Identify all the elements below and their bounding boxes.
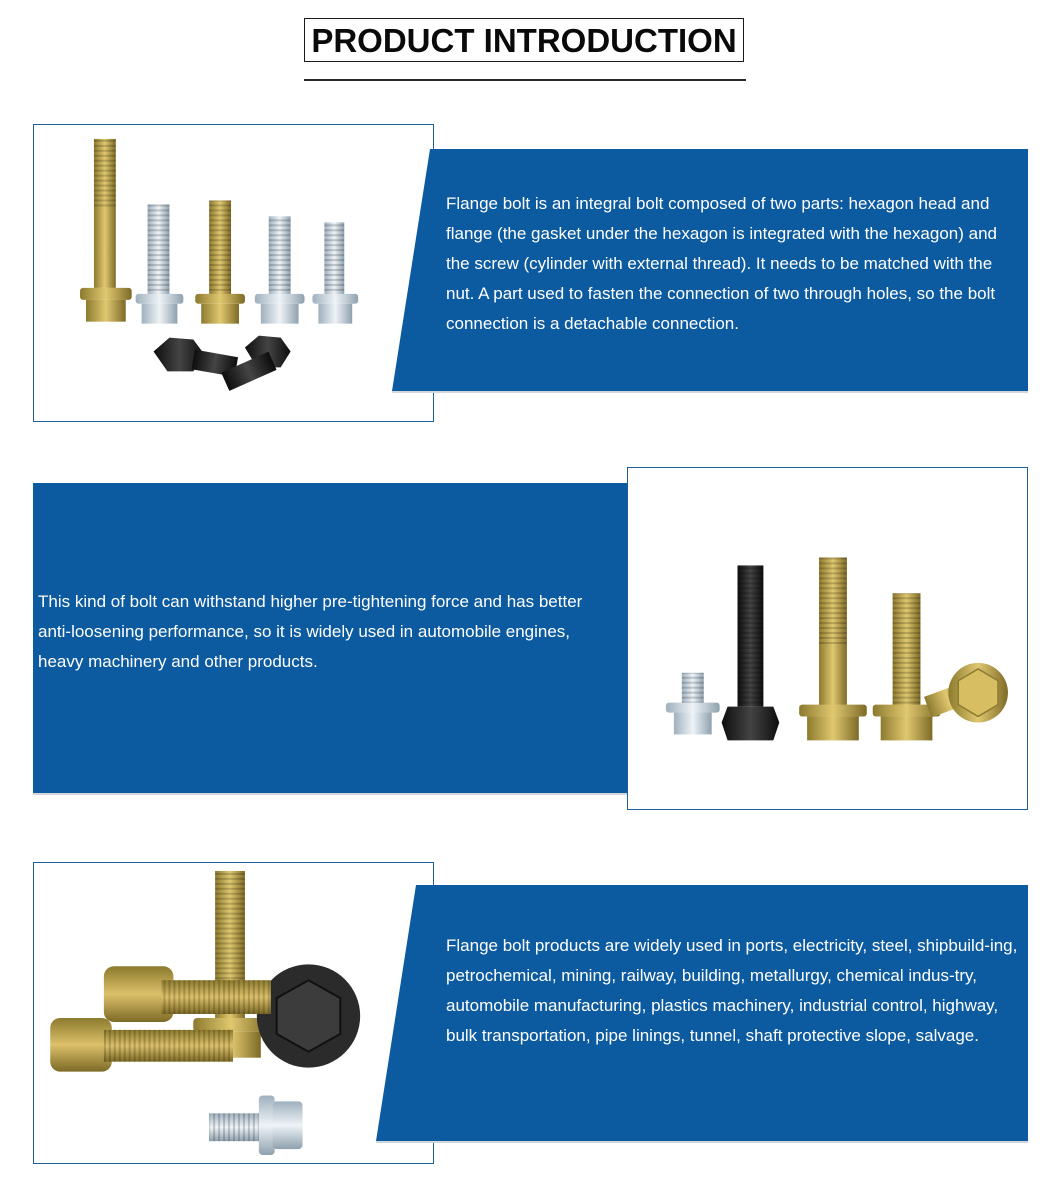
bolt-photo-3 bbox=[33, 862, 434, 1164]
info-banner-2 bbox=[33, 483, 686, 793]
title-section bbox=[0, 0, 1060, 90]
info-banner-1 bbox=[392, 149, 1028, 391]
bolt-photo-2 bbox=[627, 467, 1028, 810]
banner-text-3: Flange bolt products are widely used in ports, electricity, steel, shipbuild-ing, petrochemical, mining, railway, building, metallurgy, chemical indus-try, automobile manufacturing, plastics machinery, industrial control, highway, bulk transportation, pipe linings, tunnel, shaft protective slope, salvage. bbox=[446, 936, 1018, 1045]
bolt-group-image bbox=[628, 468, 1027, 809]
banner-text-1: Flange bolt is an integral bolt composed of two parts: hexagon head and flange (the gasket under the hexagon is integrated with the hexagon) and the screw (cylinder with external thread). It needs to be matched with the nut. A part used to fasten the connection of two through holes, so the bolt connection is a detachable connection. bbox=[446, 194, 997, 333]
banner-text-2: This kind of bolt can withstand higher pre-tightening force and has better anti-loosening performance, so it is widely used in automobile engines, heavy machinery and other products. bbox=[38, 592, 583, 671]
page-title: PRODUCT INTRODUCTION bbox=[304, 18, 744, 62]
bolt-photo-1 bbox=[33, 124, 434, 422]
title-underline bbox=[304, 79, 746, 81]
bolt-group-image bbox=[34, 125, 433, 421]
info-banner-3 bbox=[376, 885, 1028, 1141]
bolt-group-image bbox=[34, 863, 433, 1163]
